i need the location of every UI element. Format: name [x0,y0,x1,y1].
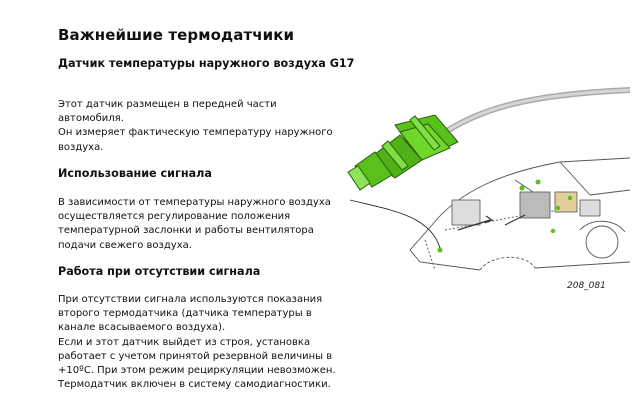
sensor-cable [440,90,630,135]
signal-use-heading: Использование сигнала [58,167,212,180]
sensor-car-illustration [340,80,630,290]
sensor-paragraph: Этот датчик размещен в передней части автомобиля. Он измеряет фактическую температуру наружного воздуха. [58,99,333,153]
temperature-sensor-icon [348,115,458,190]
no-signal-paragraph: При отсутствии сигнала используются показания второго термодатчика (датчика температуры в канале всасываемого воздуха). Если и этот датчик выйдет из строя, установка работает с учетом принятой резервной величины в +10ºС. При этом режим рециркуляции невозможен. Термодатчик включен в систему самодиагностики. [58,294,336,391]
sensor-heading: Датчик температуры наружного воздуха G17 [58,57,355,70]
page-title: Важнейшие термодатчики [58,26,295,44]
signal-use-paragraph: В зависимости от температуры наружного воздуха осуществляется регулирование положения температурной заслонки и работы вентилятора подачи свежего воздуха. [58,197,331,251]
engine-components [452,192,600,225]
pointer-line [350,200,440,248]
figure-caption: 208_081 [567,281,606,291]
no-signal-heading: Работа при отсутствии сигнала [58,265,261,278]
